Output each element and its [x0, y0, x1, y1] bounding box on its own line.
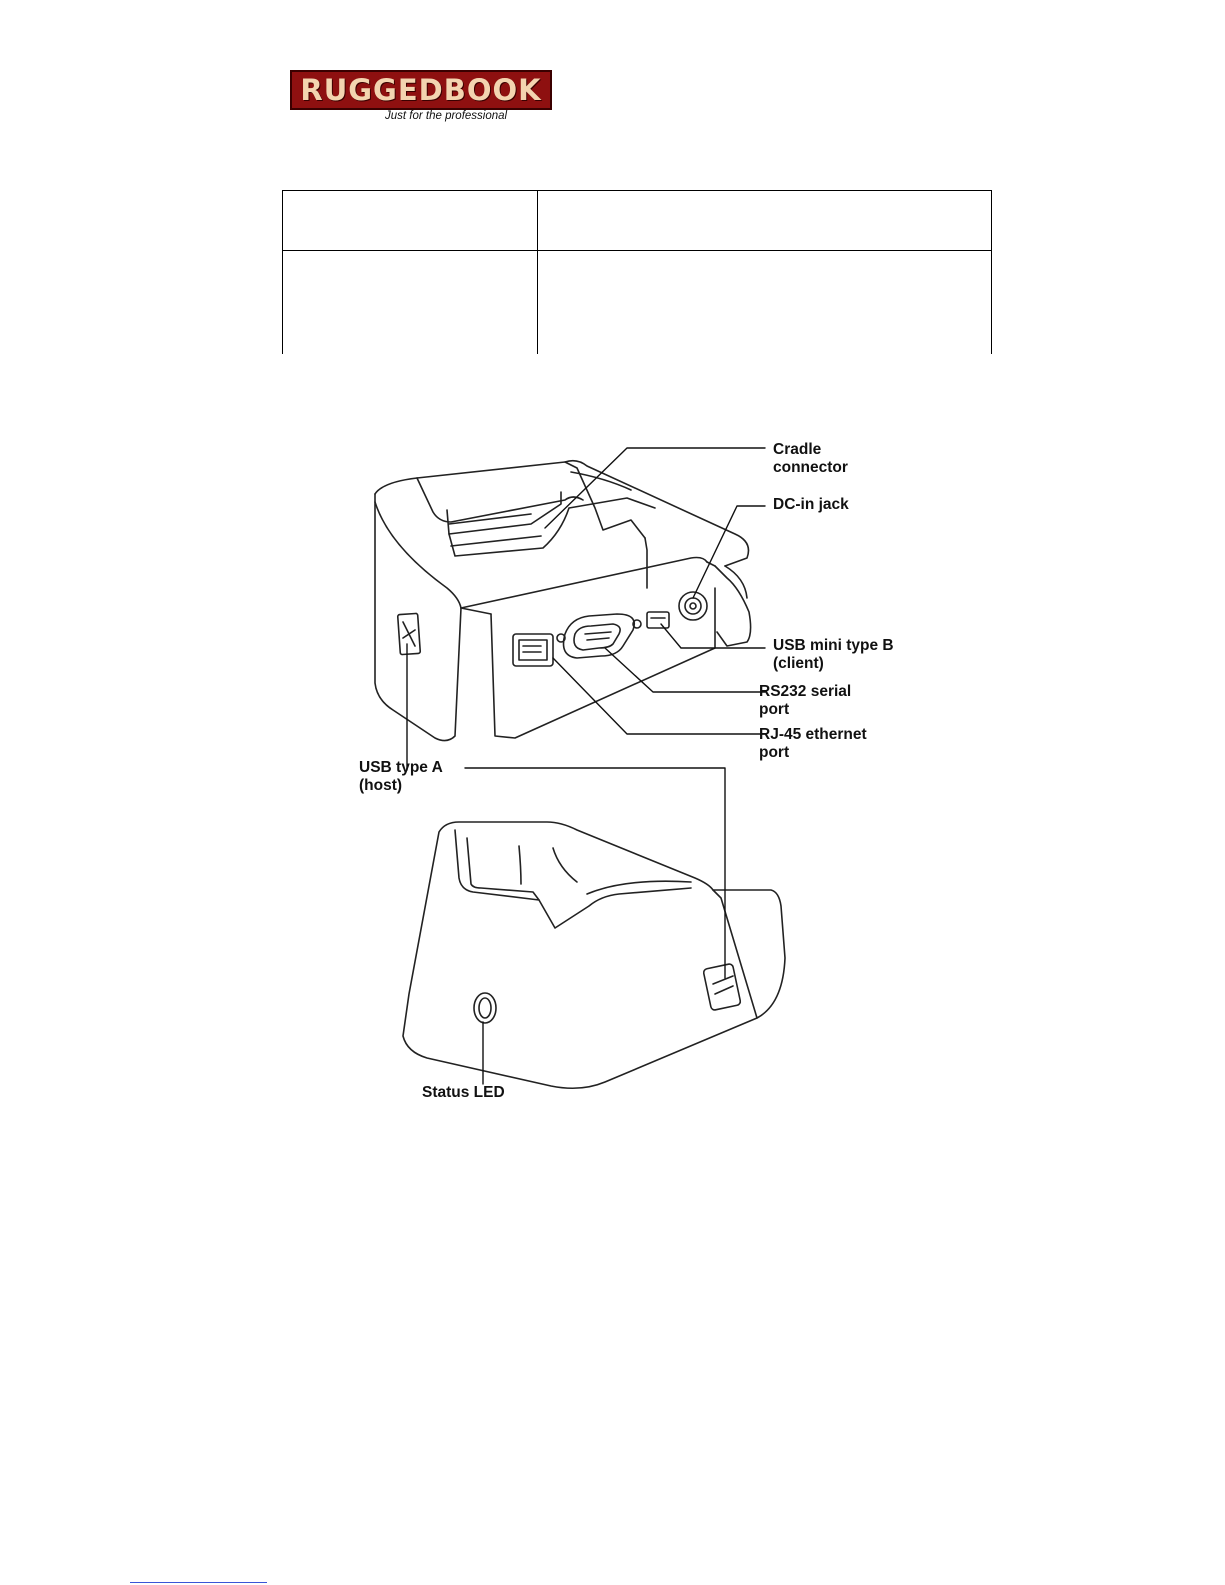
callout-line: USB type A	[359, 759, 443, 776]
table-row-divider	[282, 250, 992, 251]
callout-line: Cradle	[773, 441, 822, 458]
leader-rs232	[605, 648, 765, 692]
cradle-front-view	[403, 822, 785, 1088]
table-left-border	[282, 190, 283, 354]
callout-line: DC-in jack	[773, 496, 849, 513]
callout-cradle-connector	[773, 441, 848, 477]
spec-table-fragment	[282, 190, 992, 354]
callout-status-led	[422, 1084, 505, 1102]
callout-usb-type-a	[359, 759, 443, 795]
cradle-back-view	[375, 461, 751, 741]
logo-wordmark: RUGGEDBOOK	[290, 70, 552, 110]
callout-rj45	[759, 726, 867, 762]
callout-line: RJ-45 ethernet	[759, 726, 867, 743]
callout-line: connector	[773, 459, 848, 476]
callout-dc-in-jack	[773, 496, 849, 514]
footer-link-underline	[130, 1582, 267, 1583]
callout-line: Status LED	[422, 1084, 505, 1101]
logo-tagline: Just for the professional	[385, 110, 508, 122]
callout-line: (client)	[773, 655, 824, 672]
table-right-border	[991, 190, 992, 354]
table-column-divider	[537, 190, 538, 354]
table-top-border	[282, 190, 992, 191]
leader-rj45	[553, 658, 765, 734]
callout-line: USB mini type B	[773, 637, 894, 654]
leader-usb-a-right	[465, 768, 725, 978]
cradle-diagram	[355, 438, 915, 1108]
callout-line: port	[759, 744, 790, 761]
callout-line: (host)	[359, 777, 403, 794]
ruggedbook-logo	[290, 70, 552, 126]
callout-leaders	[407, 448, 765, 1084]
callout-usb-mini-b	[773, 637, 894, 673]
callout-line: RS232 serial	[759, 683, 852, 700]
callout-line: port	[759, 701, 790, 718]
callout-rs232	[759, 683, 851, 719]
